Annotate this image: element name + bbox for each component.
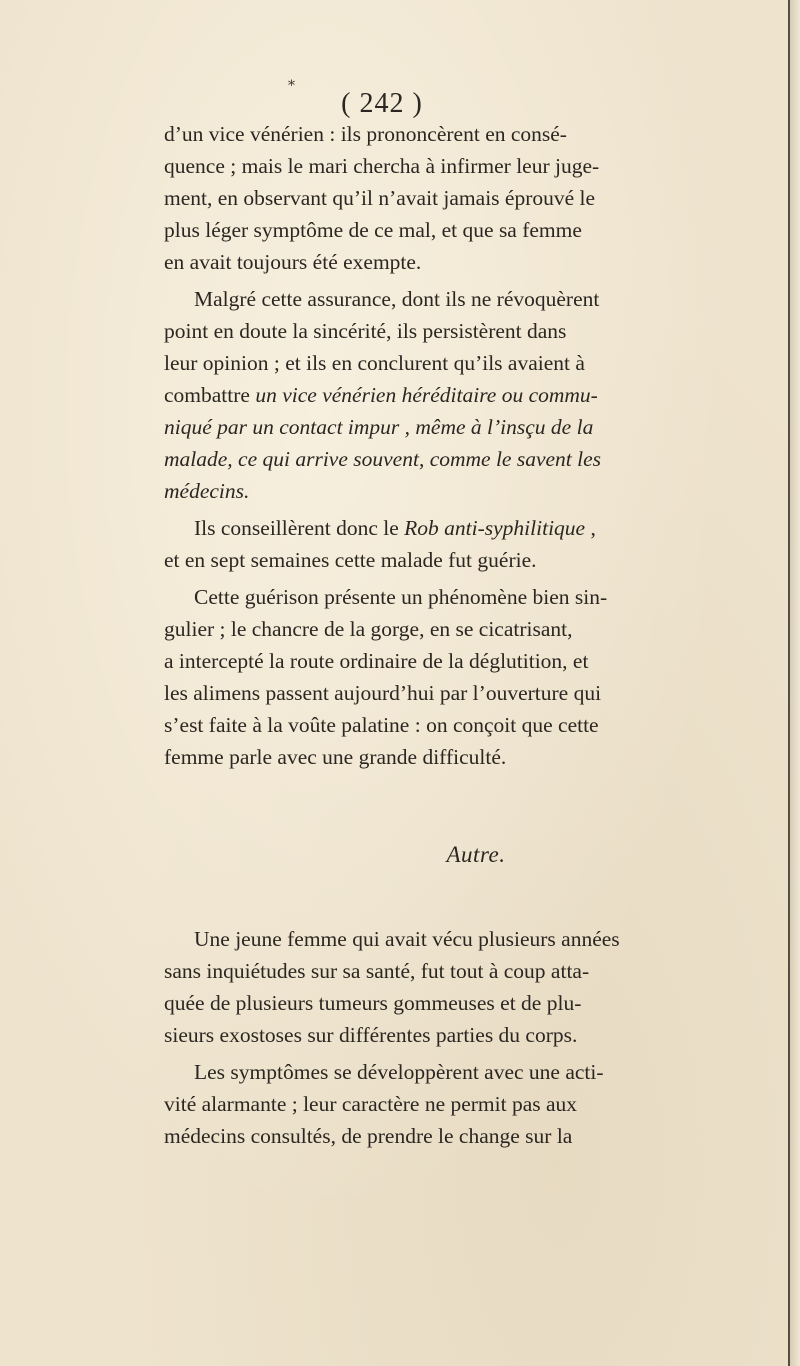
text-line: Cette guérison présente un phénomène bien sin- (194, 585, 608, 609)
asterisk-mark: * (288, 78, 295, 94)
text-run: , (590, 516, 596, 540)
text-line: et en sept semaines cette malade fut guérie. (164, 548, 537, 572)
text-line-mixed (164, 512, 788, 544)
text-line: point en doute la sincérité, ils persistèrent dans (164, 319, 567, 343)
text-run: Ils conseillèrent donc le (194, 516, 399, 540)
section-title: Autre. (446, 842, 506, 867)
text-line: a intercepté la route ordinaire de la déglutition, et (164, 649, 589, 673)
text-line-mixed (164, 379, 788, 411)
text-line: ment, en observant qu’il n’avait jamais éprouvé le (164, 186, 596, 210)
paragraph-2 (164, 283, 788, 507)
text-line: quée de plusieurs tumeurs gommeuses et de plu- (164, 991, 582, 1015)
text-line: médecins consultés, de prendre le change sur la (164, 1124, 573, 1148)
paragraph-3 (164, 512, 788, 576)
text-line: Malgré cette assurance, dont ils ne révoquèrent (194, 287, 600, 311)
page-number: ( 242 ) (341, 88, 423, 119)
page-edge-shadow (790, 0, 800, 1366)
paragraph-4 (164, 581, 788, 773)
text-line: sans inquiétudes sur sa santé, fut tout à coup atta- (164, 959, 590, 983)
italic-line: niqué par un contact impur , même à l’insçu de la (164, 415, 594, 439)
paragraph-5 (164, 923, 788, 1051)
page-text (164, 118, 788, 1157)
text-line: Une jeune femme qui avait vécu plusieurs années (194, 927, 620, 951)
text-line: plus léger symptôme de ce mal, et que sa femme (164, 218, 582, 242)
italic-run: un vice vénérien héréditaire ou commu- (255, 383, 598, 407)
italic-line: malade, ce qui arrive souvent, comme le savent les (164, 447, 602, 471)
text-line: sieurs exostoses sur différentes parties du corps. (164, 1023, 578, 1047)
text-line: d’un vice vénérien : ils prononcèrent en consé- (164, 122, 567, 146)
paragraph-6 (164, 1056, 788, 1152)
text-line: leur opinion ; et ils en conclurent qu’ils avaient à (164, 351, 585, 375)
text-line: gulier ; le chancre de la gorge, en se cicatrisant, (164, 617, 573, 641)
paragraph-1 (164, 118, 788, 278)
text-run: combattre (164, 383, 250, 407)
text-line: femme parle avec une grande difficulté. (164, 745, 507, 769)
remedy-name: Rob anti-syphilitique (404, 516, 586, 540)
italic-line: médecins. (164, 479, 250, 503)
text-line: quence ; mais le mari chercha à infirmer leur juge- (164, 154, 600, 178)
text-line: en avait toujours été exempte. (164, 250, 422, 274)
page-edge-line (788, 0, 790, 1366)
text-line: Les symptômes se développèrent avec une acti- (194, 1060, 604, 1084)
text-line: vité alarmante ; leur caractère ne permit pas aux (164, 1092, 578, 1116)
text-line: s’est faite à la voûte palatine : on conçoit que cette (164, 713, 599, 737)
text-line: les alimens passent aujourd’hui par l’ouverture qui (164, 681, 602, 705)
